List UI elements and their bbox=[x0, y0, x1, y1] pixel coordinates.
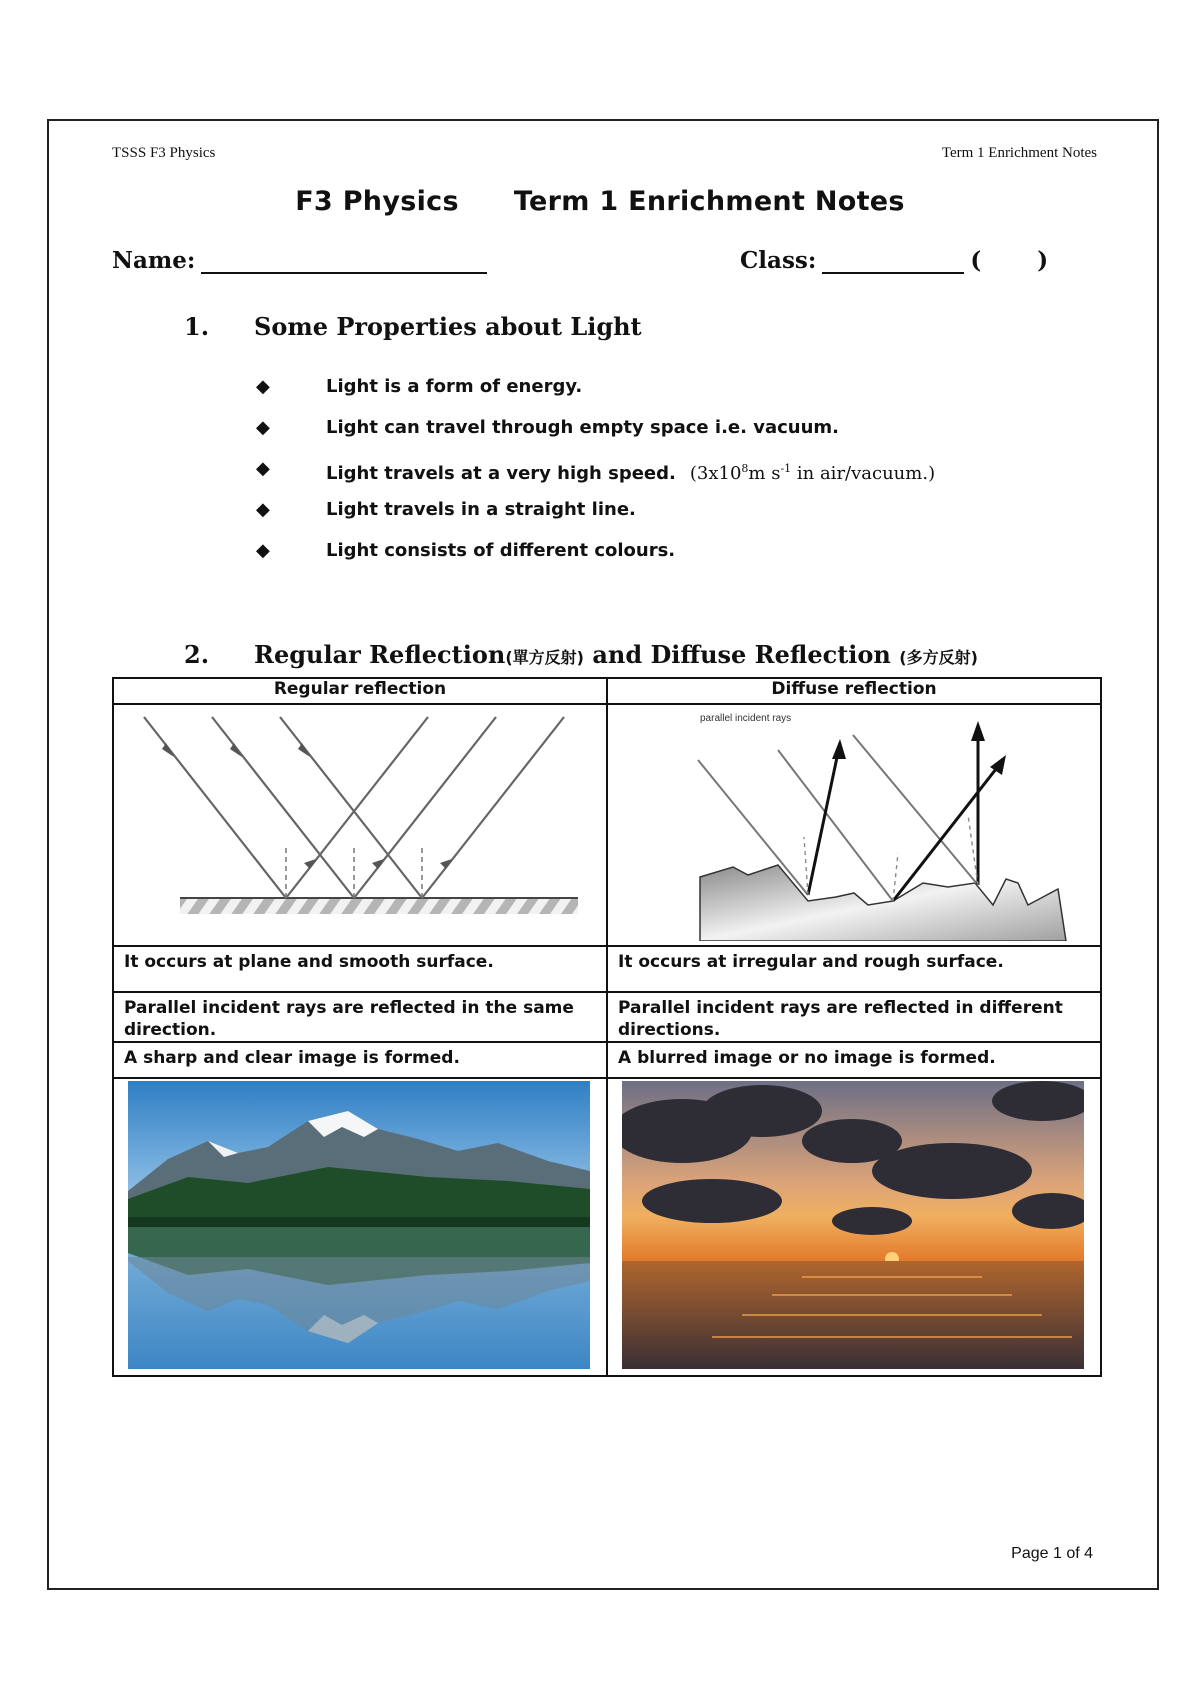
header-left: TSSS F3 Physics bbox=[112, 145, 216, 161]
diffuse-reflection-photo bbox=[607, 1078, 1101, 1376]
col-header-diffuse: Diffuse reflection bbox=[607, 678, 1101, 704]
section-1-number: 1. bbox=[184, 312, 210, 341]
regular-row-surface: It occurs at plane and smooth surface. bbox=[113, 946, 607, 992]
section-2-number: 2. bbox=[184, 640, 210, 669]
diffuse-reflection-svg bbox=[608, 705, 1100, 941]
regular-row-image: A sharp and clear image is formed. bbox=[113, 1042, 607, 1078]
list-item bbox=[256, 372, 935, 413]
bullet-text: Light travels at a very high speed. bbox=[326, 463, 676, 484]
speed-of-light-note: ($3x10^8m$ $s^{-1}$ in air/vacuum.) bbox=[689, 462, 936, 484]
diamond-bullet-icon: ◆ bbox=[256, 540, 270, 561]
mirror-surface bbox=[180, 898, 578, 914]
class-number-open: ( bbox=[970, 247, 982, 274]
regular-reflection-diagram bbox=[113, 704, 607, 946]
diffuse-row-image: A blurred image or no image is formed. bbox=[607, 1042, 1101, 1078]
diffuse-reflection-diagram bbox=[607, 704, 1101, 946]
rough-surface bbox=[700, 865, 1066, 941]
lake-mountain-reflection-image bbox=[128, 1081, 590, 1369]
title-part-1: F3 Physics bbox=[295, 186, 459, 217]
regular-reflection-svg bbox=[114, 705, 606, 941]
bullet-text: Light travels in a straight line. bbox=[326, 499, 636, 520]
col-header-regular: Regular reflection bbox=[113, 678, 607, 704]
name-blank-line[interactable] bbox=[201, 246, 487, 274]
bullet-text: Light can travel through empty space i.e. vacuum. bbox=[326, 417, 839, 438]
class-number-close: ) bbox=[1037, 247, 1049, 274]
bullet-text: Light is a form of energy. bbox=[326, 376, 583, 397]
regular-row-direction: Parallel incident rays are reflected in the same direction. bbox=[113, 992, 607, 1042]
page-number: Page 1 of 4 bbox=[1011, 1545, 1093, 1562]
list-item bbox=[256, 413, 935, 454]
regular-reflection-photo bbox=[113, 1078, 607, 1376]
list-item bbox=[256, 454, 935, 495]
diamond-bullet-icon: ◆ bbox=[256, 376, 270, 397]
diamond-bullet-icon: ◆ bbox=[256, 458, 270, 479]
class-label: Class: bbox=[740, 247, 817, 274]
section-2-title: Regular Reflection(單方反射) and Diffuse Reflection (多方反射) bbox=[254, 640, 978, 669]
name-label: Name: bbox=[112, 247, 196, 274]
diffuse-row-direction: Parallel incident rays are reflected in different directions. bbox=[607, 992, 1101, 1042]
name-field[interactable] bbox=[112, 246, 487, 274]
class-field[interactable] bbox=[740, 246, 1048, 274]
sunset-clouds-water-image bbox=[622, 1081, 1084, 1369]
list-item bbox=[256, 495, 935, 536]
diffuse-row-surface: It occurs at irregular and rough surface. bbox=[607, 946, 1101, 992]
list-item bbox=[256, 536, 935, 577]
reflection-comparison-table bbox=[112, 677, 1102, 1377]
diagram-label: parallel incident rays bbox=[700, 713, 792, 724]
diamond-bullet-icon: ◆ bbox=[256, 417, 270, 438]
class-blank-line[interactable] bbox=[822, 246, 964, 274]
bullet-text: Light consists of different colours. bbox=[326, 540, 676, 561]
title-part-2: Term 1 Enrichment Notes bbox=[513, 186, 905, 217]
header-right: Term 1 Enrichment Notes bbox=[941, 145, 1097, 161]
section-1-title: Some Properties about Light bbox=[254, 312, 642, 341]
properties-list bbox=[256, 372, 935, 577]
page-title bbox=[0, 186, 1200, 217]
diamond-bullet-icon: ◆ bbox=[256, 499, 270, 520]
